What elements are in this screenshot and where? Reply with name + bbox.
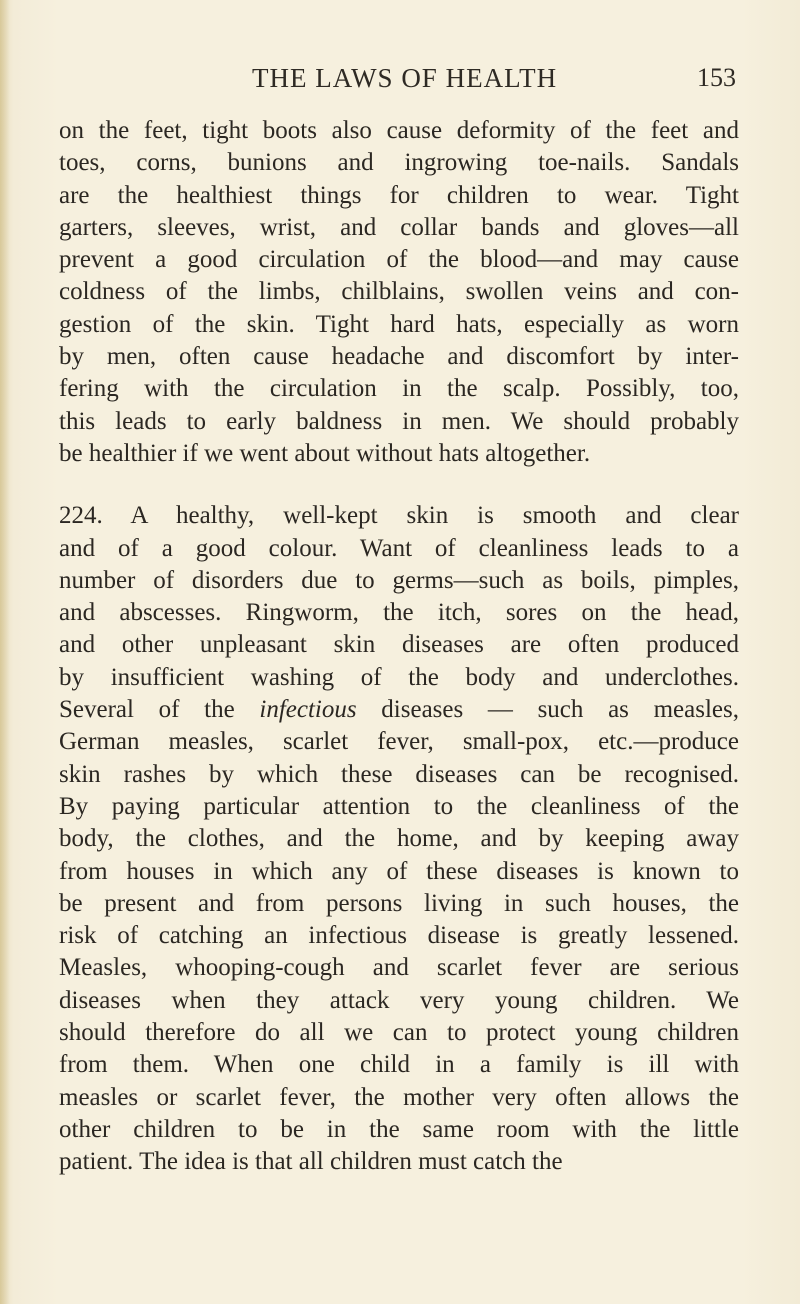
text-line: from houses in which any of these diseases is known to	[59, 857, 739, 885]
text-line: toes, corns, bunions and ingrowing toe-nails. Sandals	[59, 149, 739, 177]
text-segment: diseases — such as measles,	[356, 696, 739, 724]
running-head	[0, 58, 800, 98]
body-text	[59, 115, 739, 1179]
text-line: prevent a good circulation of the blood—and may cause	[59, 246, 739, 274]
running-title: THE LAWS OF HEALTH	[252, 63, 558, 93]
text-line: and of a good colour. Want of cleanliness leads to a	[59, 534, 739, 562]
text-line: Measles, whooping-cough and scarlet fever are serious	[59, 954, 739, 982]
text-line: number of disorders due to germs—such as boils, pimples,	[59, 566, 739, 594]
text-line: on the feet, tight boots also cause deformity of the feet and	[59, 117, 739, 144]
text-line: 224. A healthy, well-kept skin is smooth and clear	[59, 502, 739, 530]
text-line: by men, often cause headache and discomfort by inter-	[59, 343, 739, 371]
text-line: German measles, scarlet fever, small-pox, etc.—produce	[59, 728, 739, 756]
text-line: By paying particular attention to the cleanliness of the	[59, 792, 739, 820]
text-line: coldness of the limbs, chilblains, swollen veins and con-	[59, 278, 739, 306]
text-line: skin rashes by which these diseases can be recognised.	[59, 760, 739, 788]
text-line: and other unpleasant skin diseases are often produced	[59, 631, 739, 659]
text-line: are the healthiest things for children to wear. Tight	[59, 181, 739, 209]
paragraph-224	[59, 500, 739, 1178]
text-line: risk of catching an infectious disease is greatly lessened.	[59, 922, 739, 950]
page-number: 153	[697, 63, 736, 92]
text-segment: Several of the	[59, 696, 260, 724]
text-line: patient. The idea is that all children must catch the	[59, 1148, 563, 1176]
text-line: be present and from persons living in such houses, the	[59, 889, 739, 917]
text-line: this leads to early baldness in men. We should probably	[59, 407, 739, 435]
text-line: be healthier if we went about without hats altogether.	[59, 439, 591, 467]
text-line: diseases when they attack very young children. We	[59, 986, 739, 1014]
text-line-with-italic	[59, 694, 739, 726]
text-line: and abscesses. Ringworm, the itch, sores on the head,	[59, 599, 739, 627]
text-line: fering with the circulation in the scalp. Possibly, too,	[59, 375, 739, 403]
page-gutter-shadow	[0, 0, 10, 1304]
text-line: body, the clothes, and the home, and by keeping away	[59, 825, 739, 853]
text-line: measles or scarlet fever, the mother very often allows the	[59, 1083, 739, 1111]
text-line: garters, sleeves, wrist, and collar bands and gloves—all	[59, 213, 739, 241]
italic-word: infectious	[259, 696, 357, 724]
paragraph-continuation	[59, 115, 739, 470]
text-line: gestion of the skin. Tight hard hats, especially as worn	[59, 310, 739, 338]
text-line: other children to be in the same room with the little	[59, 1115, 739, 1143]
text-line: from them. When one child in a family is ill with	[59, 1051, 739, 1079]
text-line: by insufficient washing of the body and underclothes.	[59, 663, 739, 691]
text-line: should therefore do all we can to protect young children	[59, 1019, 739, 1047]
